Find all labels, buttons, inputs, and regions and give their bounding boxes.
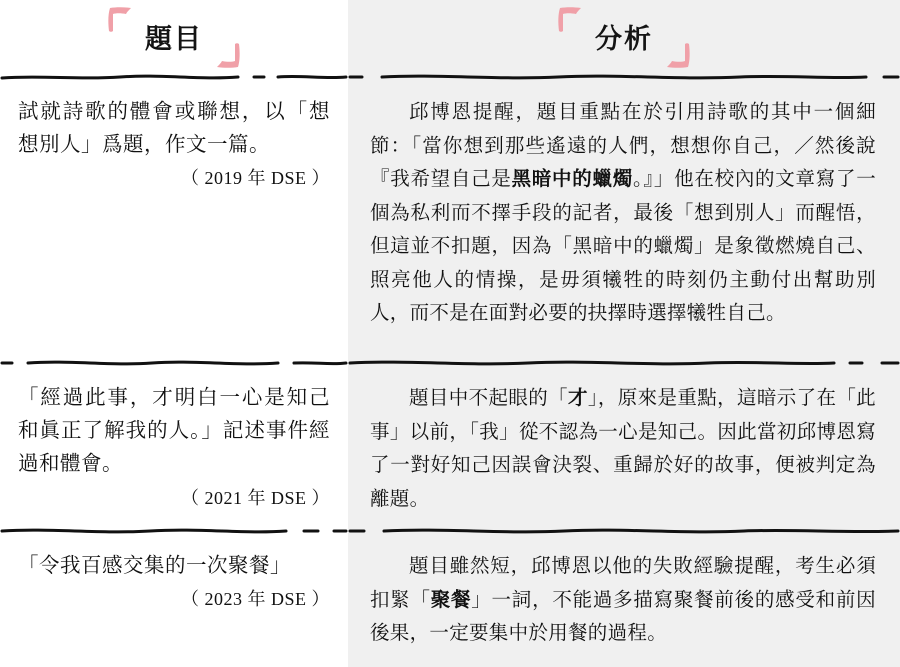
question-text-1: 試就詩歌的體會或聯想，以「想想別人」爲題，作文一篇。 [18, 101, 330, 157]
emphasis-text: 黑暗中的蠟燭 [511, 169, 633, 191]
quote-bracket-close-icon [213, 40, 243, 70]
body-text: 題目中不起眼的「 [409, 388, 568, 409]
question-text-3: 「令我百感交集的一次聚餐」 [18, 555, 291, 577]
question-block-2 [0, 368, 348, 526]
divider-right-3 [348, 526, 900, 536]
divider-left-3 [0, 526, 348, 536]
analysis-block-3 [348, 536, 900, 667]
emphasis-text: 才 [567, 388, 588, 409]
body-text: 」，原來是重點，這暗示了在「此事」以前，「我」從不認為一心是知己。因此當初邱博恩寫了一對好知己因誤會決裂、重歸於好的故事，便被判定為離題。 [370, 388, 876, 510]
analysis-text-3 [370, 550, 876, 651]
question-source-2: （ 2021 年 DSE ） [180, 487, 330, 508]
question-column-header [0, 0, 348, 72]
quote-bracket-open-icon-analysis [555, 5, 585, 35]
divider-right-1 [348, 72, 900, 82]
analysis-column [348, 0, 900, 667]
analysis-text-2 [370, 382, 876, 516]
body-text: 。』」他在校內的文章寫了一個為私利而不擇手段的記者，最後「想到別人」而醒悟，但這並不扣題，因為「黑暗中的蠟燭」是象徵燃燒自己、照亮他人的情操，是毋須犧牲的時刻仍主動付出幫助別人，而不是在面對必要的抉擇時選擇犧牲自己。 [370, 169, 876, 325]
quote-bracket-close-icon-analysis [663, 40, 693, 70]
divider-left-2 [0, 358, 348, 368]
body-text: 」一詞，不能過多描寫聚餐前後的感受和前因後果，一定要集中於用餐的過程。 [370, 589, 876, 645]
analysis-block-1 [348, 82, 900, 358]
question-block-1 [0, 82, 348, 358]
analysis-text-1 [370, 96, 876, 331]
divider-right-2 [348, 358, 900, 368]
question-source-3: （ 2023 年 DSE ） [180, 589, 330, 610]
divider-left-1 [0, 72, 348, 82]
analysis-column-header [348, 0, 900, 72]
question-block-3 [0, 536, 348, 667]
question-source-1: （ 2019 年 DSE ） [180, 168, 330, 189]
question-column-title: 題目 [145, 23, 203, 54]
question-text-2: 「經過此事，才明白一心是知己和眞正了解我的人。」記述事件經過和體會。 [18, 387, 330, 476]
quote-bracket-open-icon [105, 5, 135, 35]
body-text: 邱博恩提醒，題目重點在於引用詩歌的其中一個細節：「當你想到那些遙遠的人們，想想你自己，／然後說『我希望自己是 [370, 102, 876, 191]
emphasis-text: 聚餐 [430, 589, 472, 611]
analysis-block-2 [348, 368, 900, 526]
question-column [0, 0, 348, 667]
body-text: 題目雖然短，邱博恩以他的失敗經驗提醒，考生必須扣緊「 [370, 556, 876, 611]
analysis-column-title: 分析 [595, 23, 653, 54]
